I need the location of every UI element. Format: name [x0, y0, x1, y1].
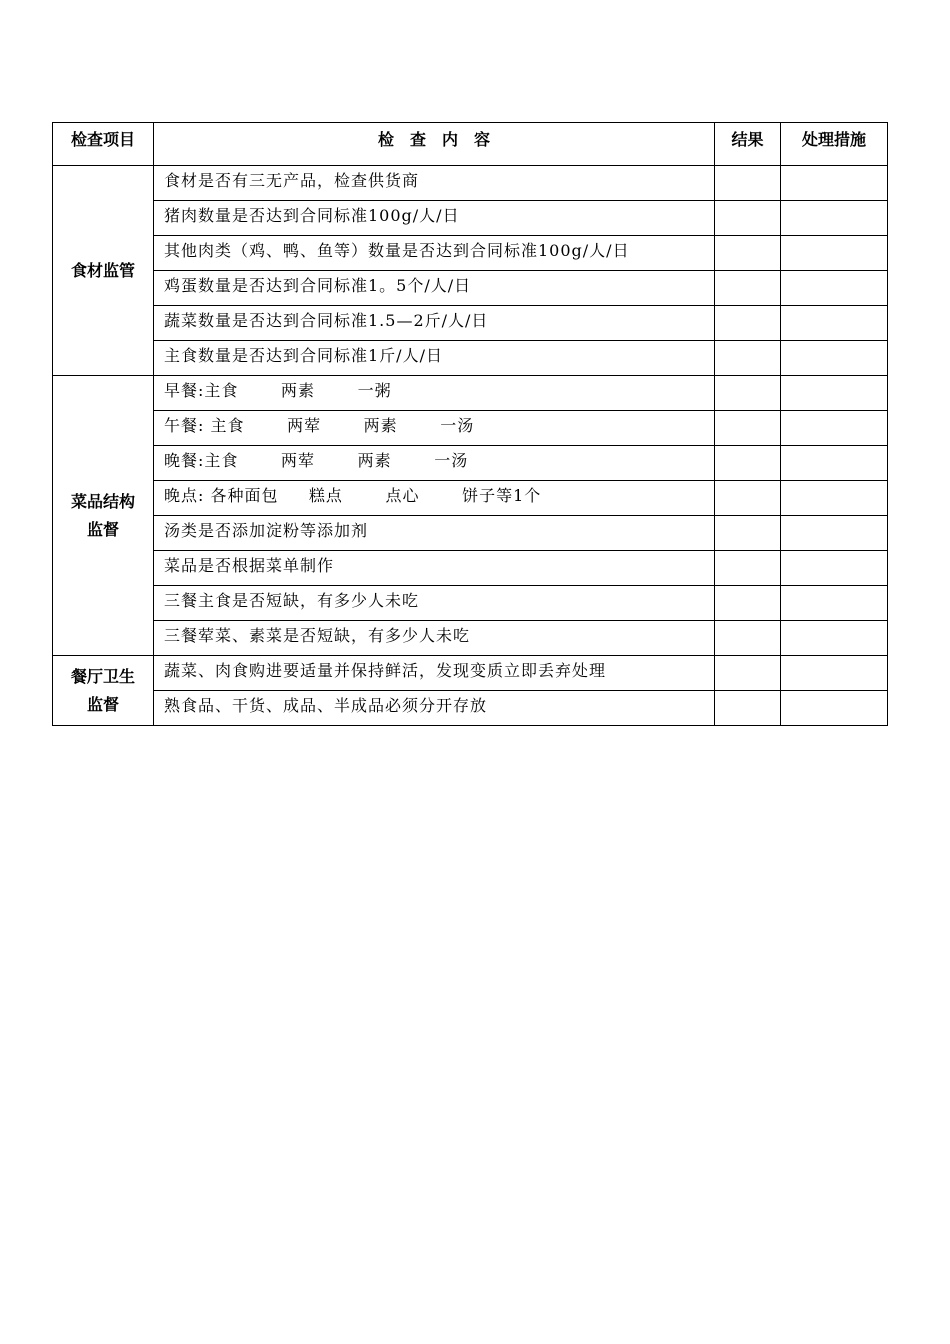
header-result: 结果	[715, 123, 781, 166]
result-cell[interactable]	[715, 201, 781, 236]
table-row	[53, 516, 888, 551]
action-cell[interactable]	[781, 516, 888, 551]
check-content: 汤类是否添加淀粉等添加剂	[154, 516, 715, 551]
result-cell[interactable]	[715, 621, 781, 656]
table-row	[53, 376, 888, 411]
check-content: 三餐荤菜、素菜是否短缺，有多少人未吃	[154, 621, 715, 656]
action-cell[interactable]	[781, 306, 888, 341]
table-row	[53, 446, 888, 481]
action-cell[interactable]	[781, 236, 888, 271]
action-cell[interactable]	[781, 446, 888, 481]
check-content: 晚餐:主食 两荤 两素 一汤	[154, 446, 715, 481]
action-cell[interactable]	[781, 201, 888, 236]
table-row	[53, 166, 888, 201]
section-name: 食材监管	[53, 166, 154, 376]
result-cell[interactable]	[715, 306, 781, 341]
table-row	[53, 621, 888, 656]
table-row	[53, 306, 888, 341]
result-cell[interactable]	[715, 236, 781, 271]
result-cell[interactable]	[715, 691, 781, 726]
header-item: 检查项目	[53, 123, 154, 166]
table-row	[53, 656, 888, 691]
check-content: 食材是否有三无产品，检查供货商	[154, 166, 715, 201]
action-cell[interactable]	[781, 166, 888, 201]
result-cell[interactable]	[715, 516, 781, 551]
action-cell[interactable]	[781, 621, 888, 656]
check-content: 蔬菜数量是否达到合同标准1.5—2斤/人/日	[154, 306, 715, 341]
check-content: 其他肉类（鸡、鸭、鱼等）数量是否达到合同标准100g/人/日	[154, 236, 715, 271]
inspection-table	[52, 122, 888, 726]
result-cell[interactable]	[715, 271, 781, 306]
header-row	[53, 123, 888, 166]
result-cell[interactable]	[715, 376, 781, 411]
table-row	[53, 691, 888, 726]
section-name: 菜品结构 监督	[53, 376, 154, 656]
action-cell[interactable]	[781, 271, 888, 306]
result-cell[interactable]	[715, 656, 781, 691]
action-cell[interactable]	[781, 551, 888, 586]
table-row	[53, 201, 888, 236]
check-content: 午餐: 主食 两荤 两素 一汤	[154, 411, 715, 446]
section-name: 餐厅卫生 监督	[53, 656, 154, 726]
table-row	[53, 586, 888, 621]
table-row	[53, 271, 888, 306]
result-cell[interactable]	[715, 586, 781, 621]
result-cell[interactable]	[715, 551, 781, 586]
check-content: 主食数量是否达到合同标准1斤/人/日	[154, 341, 715, 376]
table-row	[53, 236, 888, 271]
header-content: 检 查 内 容	[154, 123, 715, 166]
result-cell[interactable]	[715, 341, 781, 376]
check-content: 蔬菜、肉食购进要适量并保持鲜活，发现变质立即丢弃处理	[154, 656, 715, 691]
action-cell[interactable]	[781, 586, 888, 621]
action-cell[interactable]	[781, 411, 888, 446]
action-cell[interactable]	[781, 656, 888, 691]
check-content: 早餐:主食 两素 一粥	[154, 376, 715, 411]
action-cell[interactable]	[781, 691, 888, 726]
table-row	[53, 341, 888, 376]
table-row	[53, 481, 888, 516]
check-content: 三餐主食是否短缺，有多少人未吃	[154, 586, 715, 621]
result-cell[interactable]	[715, 446, 781, 481]
check-content: 晚点: 各种面包 糕点 点心 饼子等1个	[154, 481, 715, 516]
check-content: 菜品是否根据菜单制作	[154, 551, 715, 586]
action-cell[interactable]	[781, 341, 888, 376]
check-content: 鸡蛋数量是否达到合同标准1。5个/人/日	[154, 271, 715, 306]
result-cell[interactable]	[715, 411, 781, 446]
header-action: 处理措施	[781, 123, 888, 166]
result-cell[interactable]	[715, 481, 781, 516]
table-row	[53, 411, 888, 446]
action-cell[interactable]	[781, 481, 888, 516]
table-body	[53, 166, 888, 726]
action-cell[interactable]	[781, 376, 888, 411]
check-content: 猪肉数量是否达到合同标准100g/人/日	[154, 201, 715, 236]
result-cell[interactable]	[715, 166, 781, 201]
check-content: 熟食品、干货、成品、半成品必须分开存放	[154, 691, 715, 726]
table-row	[53, 551, 888, 586]
